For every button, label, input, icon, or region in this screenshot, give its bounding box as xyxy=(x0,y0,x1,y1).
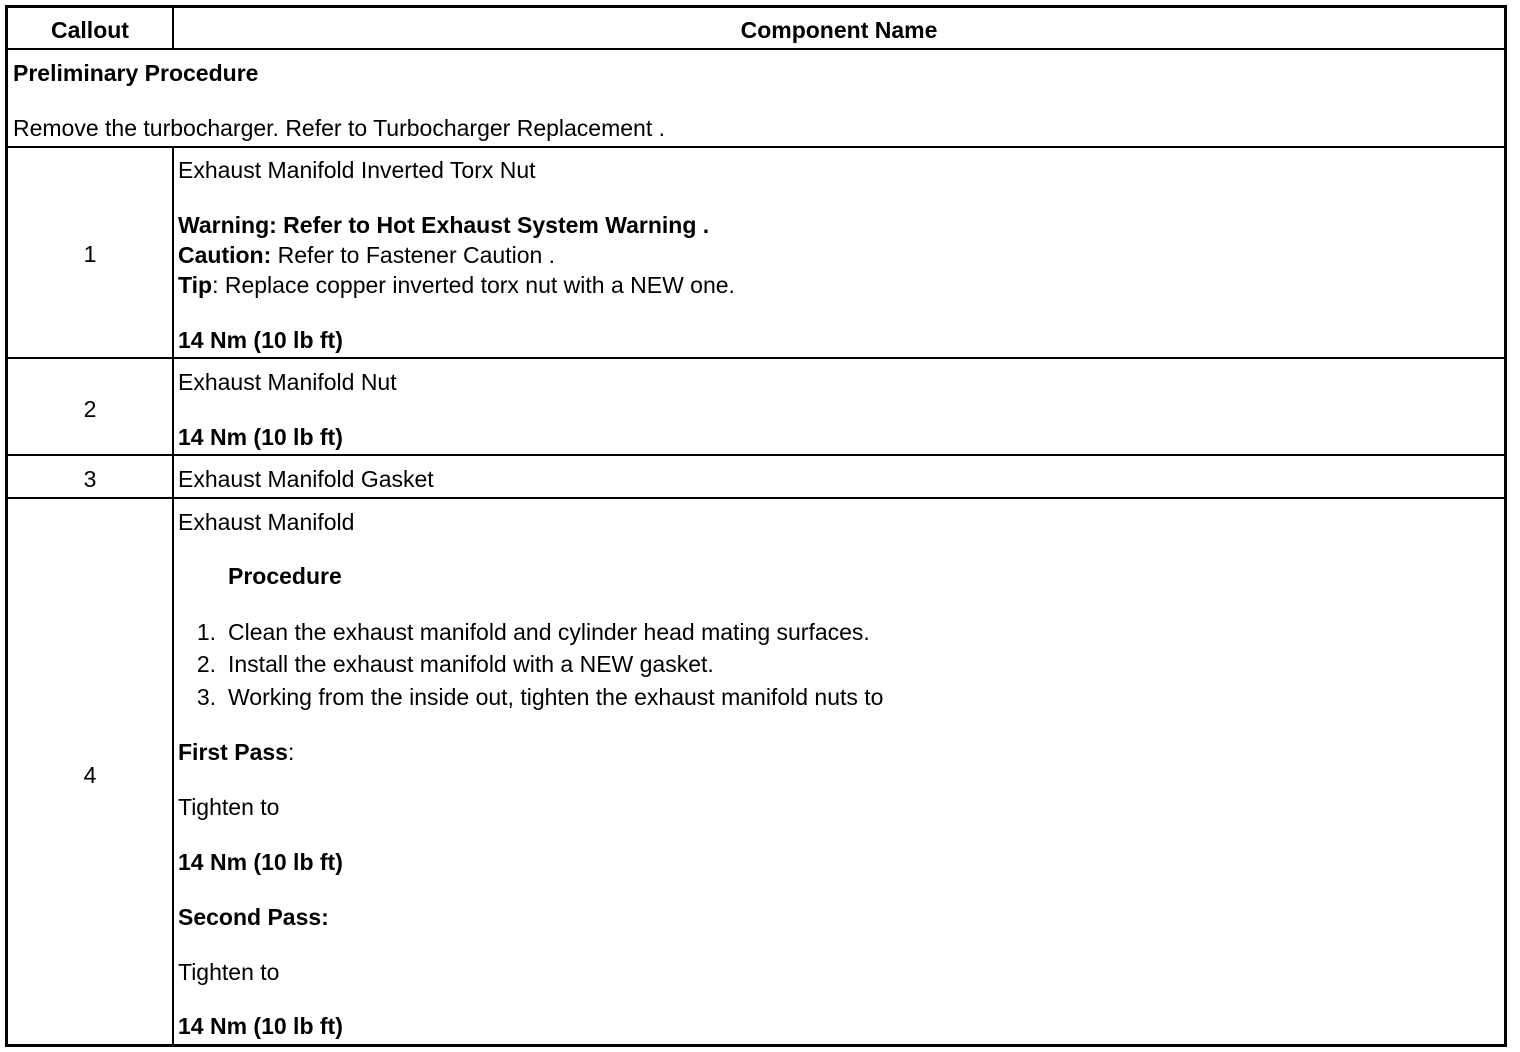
caution-label: Caution: xyxy=(178,242,272,268)
first-pass-label xyxy=(178,739,294,765)
row-1-callout: 1 xyxy=(83,241,97,267)
row-divider xyxy=(8,497,1504,499)
step-number: 3. xyxy=(196,684,216,710)
row-3-callout: 3 xyxy=(83,466,97,492)
row-2-callout: 2 xyxy=(83,396,97,422)
row-4-callout: 4 xyxy=(83,762,97,788)
header-component-name: Component Name xyxy=(740,17,938,43)
column-divider xyxy=(172,146,174,1044)
header-callout: Callout xyxy=(51,17,129,43)
tip-text: : Replace copper inverted torx nut with a NEW one. xyxy=(212,272,735,298)
first-pass-text: First Pass xyxy=(178,739,288,765)
row-1-tip xyxy=(178,272,735,298)
first-pass-colon: : xyxy=(287,739,295,765)
row-2-name: Exhaust Manifold Nut xyxy=(178,369,397,395)
step-text: Working from the inside out, tighten the exhaust manifold nuts to xyxy=(228,684,884,710)
tip-label: Tip xyxy=(178,272,213,298)
row-1-name: Exhaust Manifold Inverted Torx Nut xyxy=(178,157,536,183)
row-1-warning: Warning: Refer to Hot Exhaust System Warning . xyxy=(178,212,710,238)
caution-text: Refer to Fastener Caution . xyxy=(271,242,556,268)
step-text: Clean the exhaust manifold and cylinder head mating surfaces. xyxy=(228,619,870,645)
second-pass-torque: 14 Nm (10 lb ft) xyxy=(178,1013,343,1039)
first-pass-tighten: Tighten to xyxy=(178,794,280,820)
row-divider xyxy=(8,357,1504,359)
first-pass-torque: 14 Nm (10 lb ft) xyxy=(178,849,343,875)
step-number: 1. xyxy=(196,619,216,645)
second-pass-label: Second Pass: xyxy=(178,904,329,930)
component-table xyxy=(5,5,1507,1047)
preliminary-text: Remove the turbocharger. Refer to Turbocharger Replacement . xyxy=(13,115,666,141)
row-1-caution xyxy=(178,242,555,268)
procedure-title: Procedure xyxy=(228,563,342,589)
header-divider xyxy=(8,48,1504,50)
row-3-name: Exhaust Manifold Gasket xyxy=(178,466,434,492)
second-pass-tighten: Tighten to xyxy=(178,959,280,985)
row-divider xyxy=(8,454,1504,456)
step-number: 2. xyxy=(196,651,216,677)
step-text: Install the exhaust manifold with a NEW gasket. xyxy=(228,651,714,677)
row-divider xyxy=(8,146,1504,148)
row-2-torque: 14 Nm (10 lb ft) xyxy=(178,424,343,450)
row-1-torque: 14 Nm (10 lb ft) xyxy=(178,327,343,353)
preliminary-title: Preliminary Procedure xyxy=(13,60,259,86)
row-4-name: Exhaust Manifold xyxy=(178,509,355,535)
